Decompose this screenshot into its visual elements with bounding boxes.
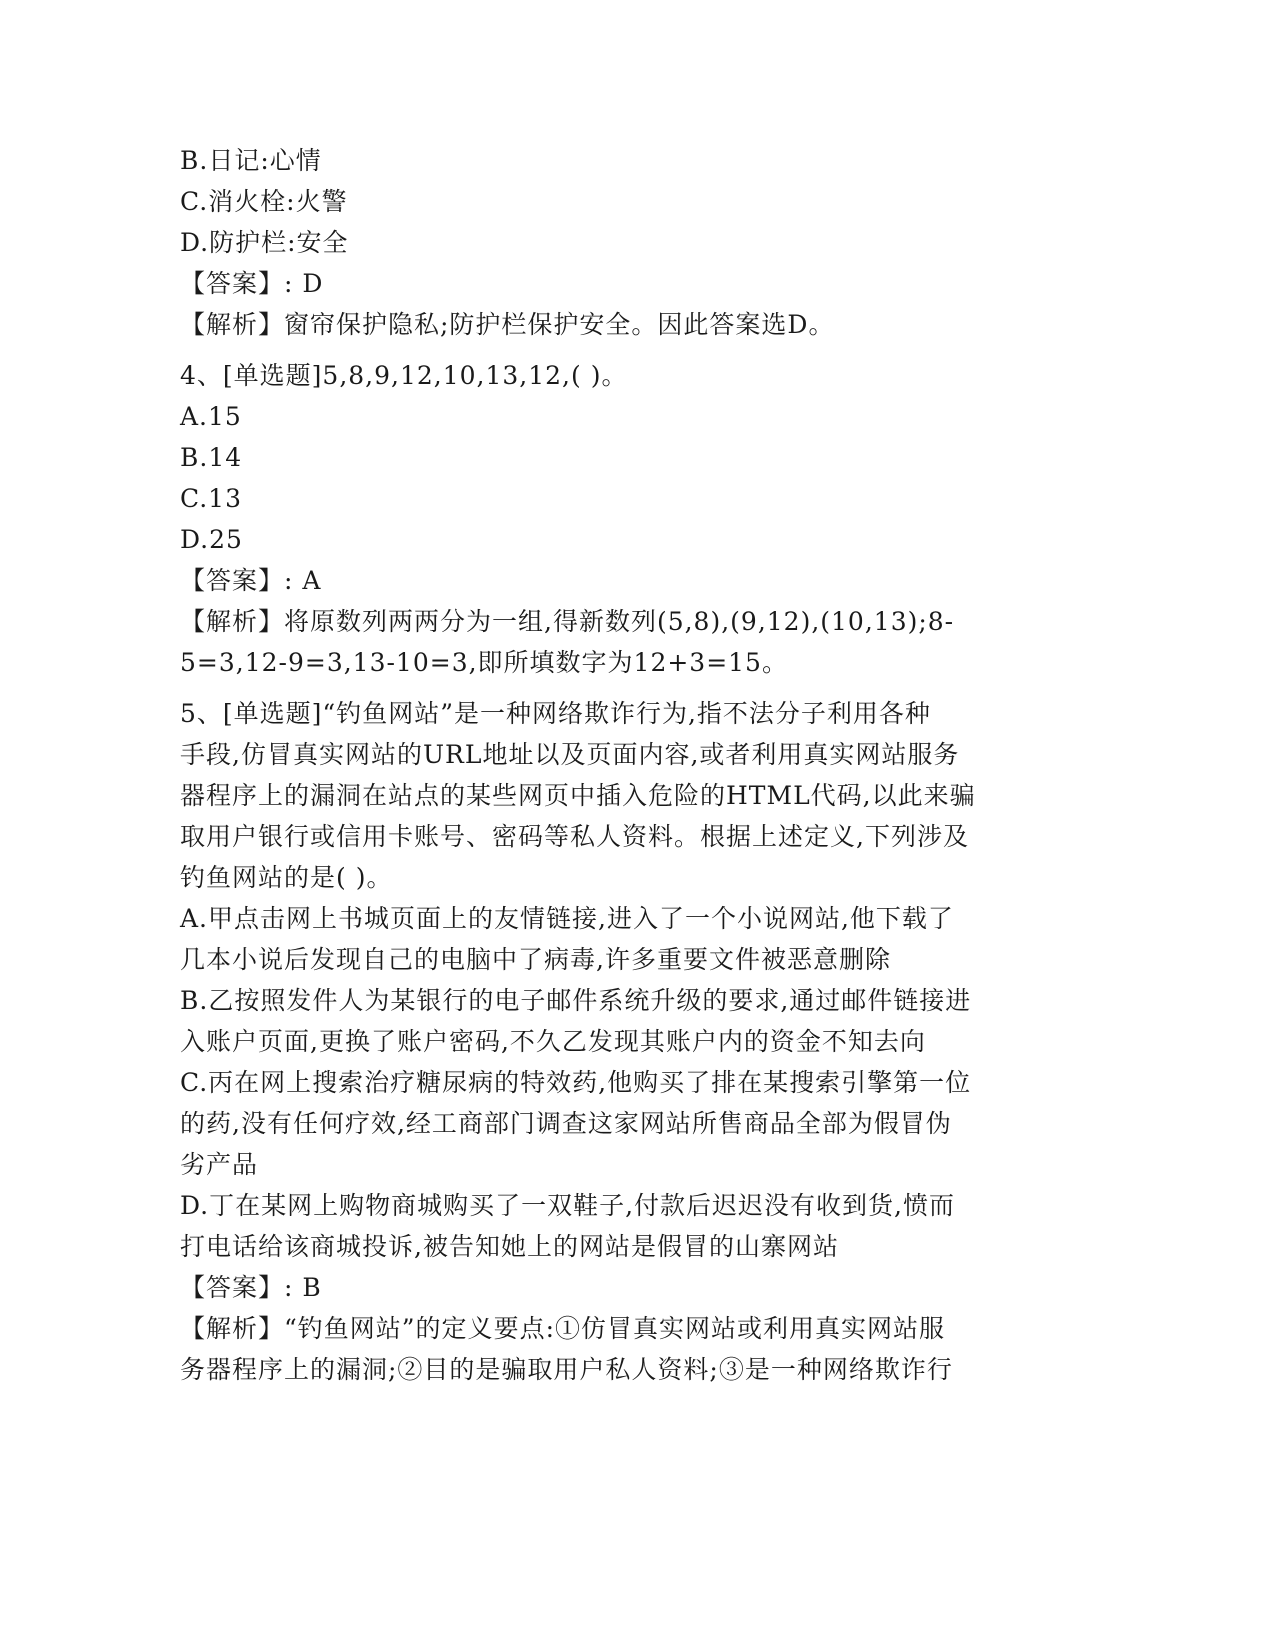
q3-option-b: B.日记:心情 <box>180 146 322 175</box>
q4-analysis-line: 5=3,12-9=3,13-10=3,即所填数字为12+3=15。 <box>180 648 788 677</box>
q4-option-c: C.13 <box>180 484 242 513</box>
q3-analysis: 【解析】窗帘保护隐私;防护栏保护安全。因此答案选D。 <box>180 310 835 339</box>
q3-answer: 【答案】: D <box>180 269 324 298</box>
q4-answer: 【答案】: A <box>180 566 322 595</box>
q5-option-c-line: C.丙在网上搜索治疗糖尿病的特效药,他购买了排在某搜索引擎第一位 <box>180 1068 972 1097</box>
q5-option-c-line: 劣产品 <box>180 1150 259 1179</box>
q5-answer: 【答案】: B <box>180 1273 322 1302</box>
question-4 <box>180 355 1040 683</box>
q5-stem-line: 5、[单选题]“钓鱼网站”是一种网络欺诈行为,指不法分子利用各种 <box>180 699 931 728</box>
q4-option-a: A.15 <box>180 402 242 431</box>
q5-option-b-line: 入账户页面,更换了账户密码,不久乙发现其账户内的资金不知去向 <box>180 1027 926 1056</box>
q4-analysis-line: 【解析】将原数列两两分为一组,得新数列(5,8),(9,12),(10,13);8- <box>180 607 955 636</box>
q5-option-d-line: 打电话给该商城投诉,被告知她上的网站是假冒的山寨网站 <box>180 1232 839 1261</box>
q4-option-b: B.14 <box>180 443 243 472</box>
q5-stem-line: 取用户银行或信用卡账号、密码等私人资料。根据上述定义,下列涉及 <box>180 822 969 851</box>
spacer <box>180 345 1040 355</box>
q3-option-d: D.防护栏:安全 <box>180 228 349 257</box>
q5-stem-line: 手段,仿冒真实网站的URL地址以及页面内容,或者利用真实网站服务 <box>180 740 960 769</box>
spacer <box>180 683 1040 693</box>
q4-stem: 4、[单选题]5,8,9,12,10,13,12,( )。 <box>180 361 628 390</box>
q5-option-b-line: B.乙按照发件人为某银行的电子邮件系统升级的要求,通过邮件链接进 <box>180 986 972 1015</box>
q5-analysis-line: 【解析】“钓鱼网站”的定义要点:①仿冒真实网站或利用真实网站服 <box>180 1314 945 1343</box>
q5-option-c-line: 的药,没有任何疗效,经工商部门调查这家网站所售商品全部为假冒伪 <box>180 1109 952 1138</box>
q5-stem-line: 钓鱼网站的是( )。 <box>180 863 393 892</box>
question-3-tail <box>180 140 1040 345</box>
q5-option-a-line: 几本小说后发现自己的电脑中了病毒,许多重要文件被恶意删除 <box>180 945 891 974</box>
q5-option-d-line: D.丁在某网上购物商城购买了一双鞋子,付款后迟迟没有收到货,愤而 <box>180 1191 955 1220</box>
document-page <box>180 140 1040 1390</box>
q4-option-d: D.25 <box>180 525 243 554</box>
question-5 <box>180 693 1040 1390</box>
q3-option-c: C.消火栓:火警 <box>180 187 348 216</box>
q5-stem-line: 器程序上的漏洞在站点的某些网页中插入危险的HTML代码,以此来骗 <box>180 781 976 810</box>
q5-option-a-line: A.甲点击网上书城页面上的友情链接,进入了一个小说网站,他下载了 <box>180 904 954 933</box>
q5-analysis-line: 务器程序上的漏洞;②目的是骗取用户私人资料;③是一种网络欺诈行 <box>180 1355 953 1384</box>
